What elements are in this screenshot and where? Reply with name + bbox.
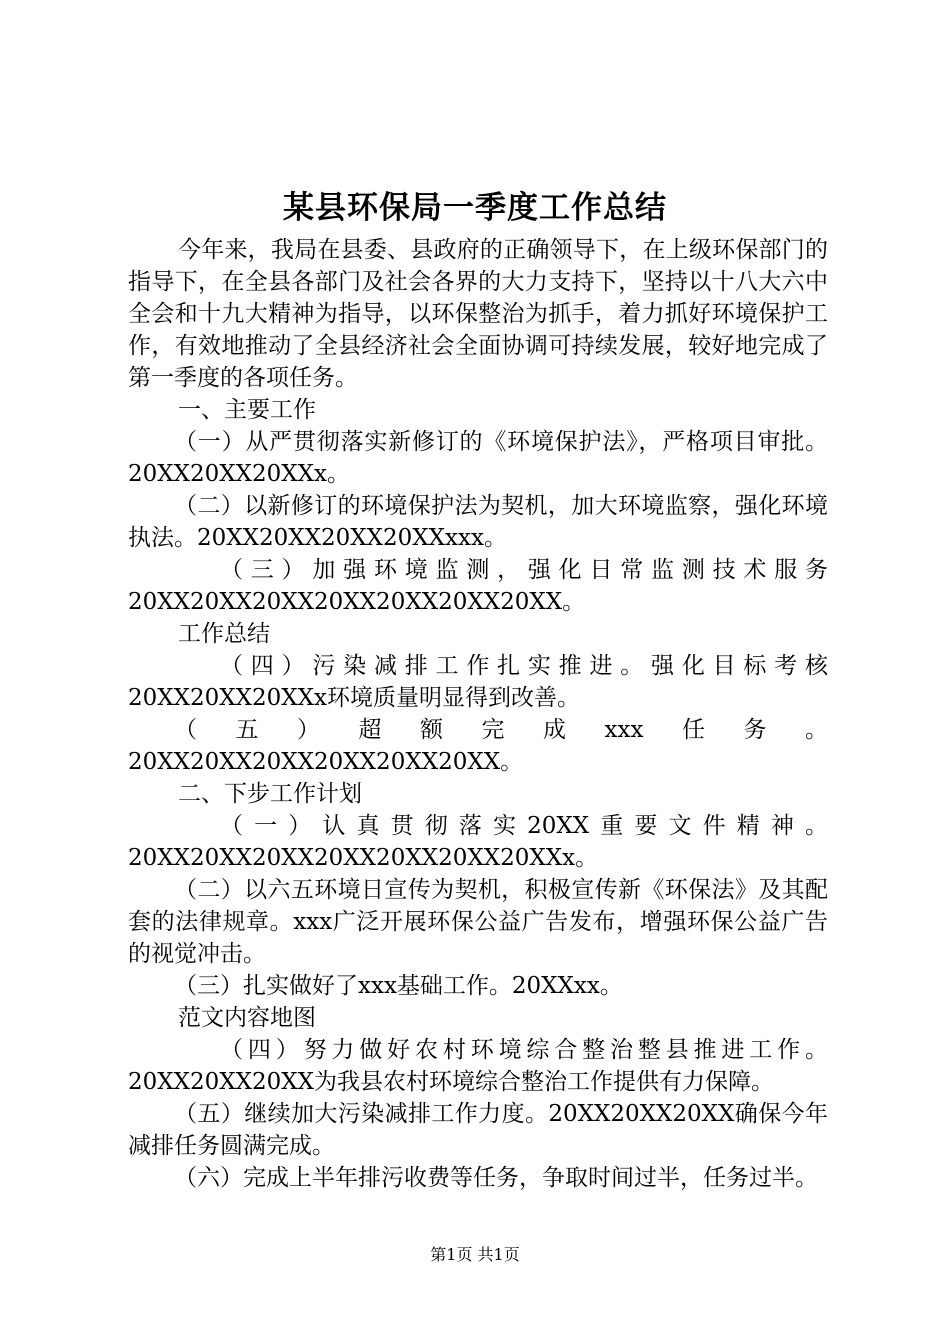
- intro-paragraph: 今年来，我局在县委、县政府的正确领导下，在上级环保部门的指导下，在全县各部门及社会各界的大力支持下，坚持以十八大六中全会和十九大精神为指导，以环保整治为抓手，着力抓好环境保护工作，有效地推动了全县经济社会全面协调可持续发展，较好地完成了第一季度的各项任务。: [128, 237, 828, 391]
- item-paragraph: （五）超额完成xxx任务。20XX20XX20XX20XX20XX20XX。: [128, 717, 828, 775]
- item-paragraph: （五）继续加大污染减排工作力度。20XX20XX20XX确保今年减排任务圆满完成。: [128, 1101, 828, 1159]
- item-paragraph: （一）认真贯彻落实20XX重要文件精神。20XX20XX20XX20XX20XX20XX20XXx。: [128, 813, 828, 871]
- section-heading-next-plan: 二、下步工作计划: [178, 781, 362, 807]
- item-paragraph: （二）以六五环境日宣传为契机，积极宣传新《环保法》及其配套的法律规章。xxx广泛开展环保公益广告发布，增强环保公益广告的视觉冲击。: [128, 877, 828, 967]
- document-title: 某县环保局一季度工作总结: [283, 190, 667, 226]
- item-paragraph: （二）以新修订的环境保护法为契机，加大环境监察，强化环境执法。20XX20XX20XX20XXxxx。: [128, 493, 828, 551]
- document-body: [128, 234, 828, 1194]
- item-paragraph: （四）努力做好农村环境综合整治整县推进工作。20XX20XX20XX为我县农村环境综合整治工作提供有力保障。: [128, 1037, 828, 1095]
- item-paragraph: （四）污染减排工作扎实推进。强化目标考核20XX20XX20XXx环境质量明显得到改善。: [128, 653, 828, 711]
- page-footer: 第1页 共1页: [430, 1245, 520, 1264]
- inline-label-work-summary: 工作总结: [178, 621, 270, 647]
- item-paragraph: （六）完成上半年排污收费等任务，争取时间过半，任务过半。: [174, 1165, 818, 1191]
- item-paragraph: （三）扎实做好了xxx基础工作。20XXxx。: [174, 973, 623, 999]
- section-heading-main-work: 一、主要工作: [178, 397, 316, 423]
- item-paragraph: （一）从严贯彻落实新修订的《环境保护法》，严格项目审批。20XX20XX20XXx。: [128, 429, 828, 487]
- item-paragraph: （三）加强环境监测，强化日常监测技术服务20XX20XX20XX20XX20XX20XX20XX。: [128, 557, 828, 615]
- inline-label-content-map: 范文内容地图: [178, 1005, 316, 1031]
